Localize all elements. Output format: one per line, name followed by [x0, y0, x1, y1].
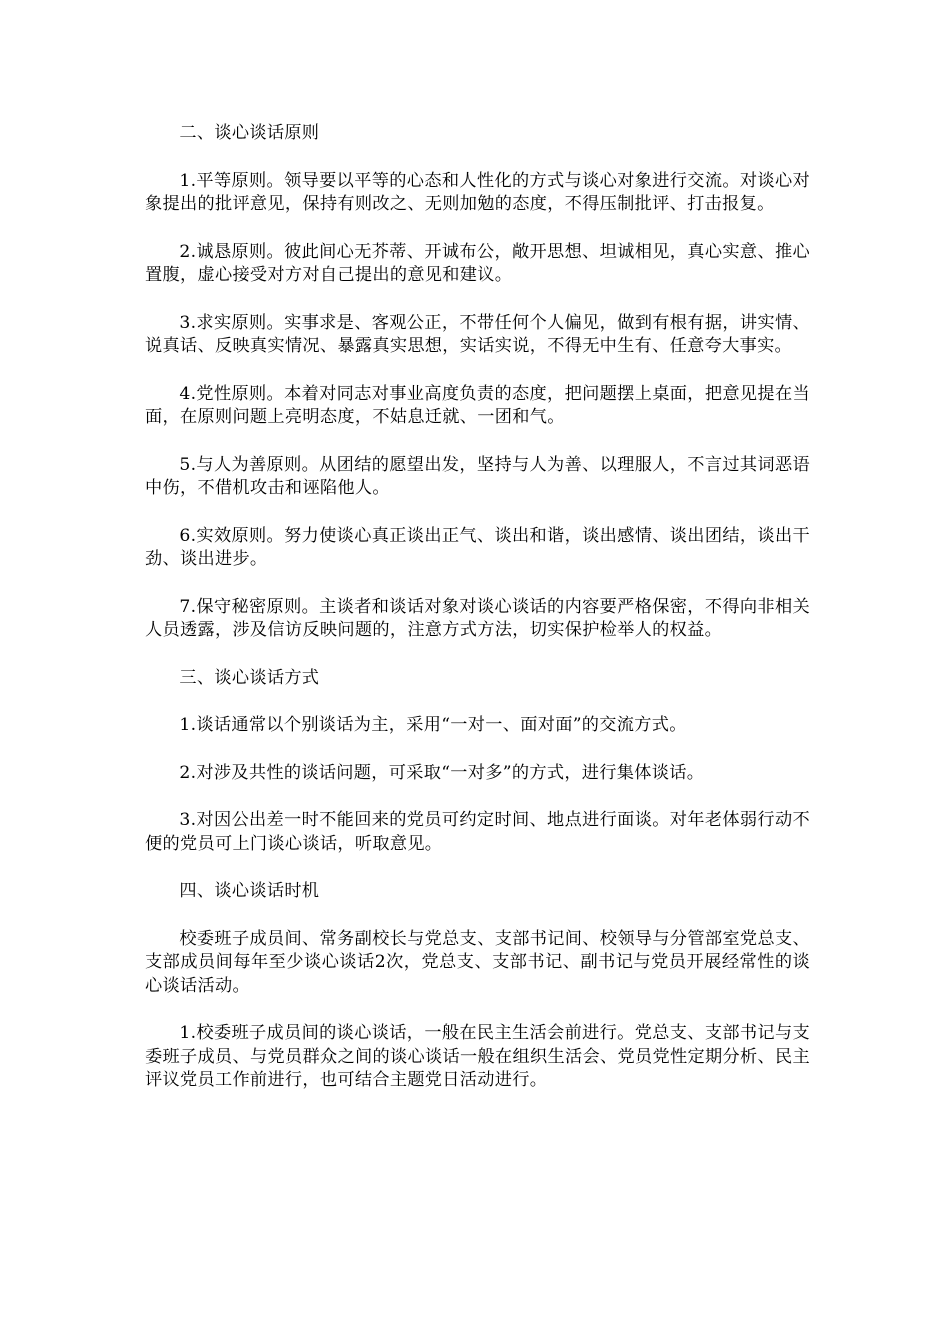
- paragraph-effectiveness-principle: 6.实效原则。努力使谈心真正谈出正气、谈出和谐，谈出感情、谈出团结，谈出干劲、谈出进步。: [145, 525, 810, 569]
- paragraph-method-group: 2.对涉及共性的谈话问题，可采取“一对多”的方式，进行集体谈话。: [179, 762, 705, 783]
- paragraph-party-spirit-principle: 4.党性原则。本着对同志对事业高度负责的态度，把问题摆上桌面，把意见提在当面，在原则问题上亮明态度，不姑息迁就、一团和气。: [145, 383, 810, 427]
- paragraph-method-remote: 3.对因公出差一时不能回来的党员可约定时间、地点进行面谈。对年老体弱行动不便的党员可上门谈心谈话，听取意见。: [145, 810, 810, 854]
- paragraph-timing-intro: 校委班子成员间、常务副校长与党总支、支部书记间、校领导与分管部室党总支、支部成员间每年至少谈心谈话2次，党总支、支部书记、副书记与党员开展经常性的谈心谈话活动。: [145, 928, 810, 996]
- paragraph-timing-1: 1.校委班子成员间的谈心谈话，一般在民主生活会前进行。党总支、支部书记与支委班子成员、与党员群众之间的谈心谈话一般在组织生活会、党员党性定期分析、民主评议党员工作前进行，也可结合主题党日活动进行。: [145, 1023, 810, 1090]
- paragraph-method-individual: 1.谈话通常以个别谈话为主，采用“一对一、面对面”的交流方式。: [179, 715, 687, 735]
- document-body: [145, 122, 810, 1117]
- section-heading-principles: 二、谈心谈话原则: [179, 123, 320, 143]
- paragraph-equality-principle: 1.平等原则。领导要以平等的心态和人性化的方式与谈心对象进行交流。对谈心对象提出的批评意见，保持有则改之、无则加勉的态度，不得压制批评、打击报复。: [145, 170, 810, 214]
- paragraph-truth-principle: 3.求实原则。实事求是、客观公正，不带任何个人偏见，做到有根有据，讲实情、说真话、反映真实情况、暴露真实思想，实话实说，不得无中生有、任意夸大事实。: [145, 312, 810, 356]
- paragraph-kindness-principle: 5.与人为善原则。从团结的愿望出发，坚持与人为善、以理服人，不言过其词恶语中伤，不借机攻击和诬陷他人。: [145, 454, 810, 498]
- section-heading-timing: 四、谈心谈话时机: [179, 881, 320, 901]
- paragraph-confidentiality-principle: 7.保守秘密原则。主谈者和谈话对象对谈心谈话的内容要严格保密，不得向非相关人员透露，涉及信访反映问题的，注意方式方法，切实保护检举人的权益。: [145, 596, 810, 640]
- paragraph-sincerity-principle: 2.诚恳原则。彼此间心无芥蒂、开诚布公，敞开思想、坦诚相见，真心实意、推心置腹，虚心接受对方对自己提出的意见和建议。: [145, 241, 810, 285]
- section-heading-methods: 三、谈心谈话方式: [179, 667, 320, 688]
